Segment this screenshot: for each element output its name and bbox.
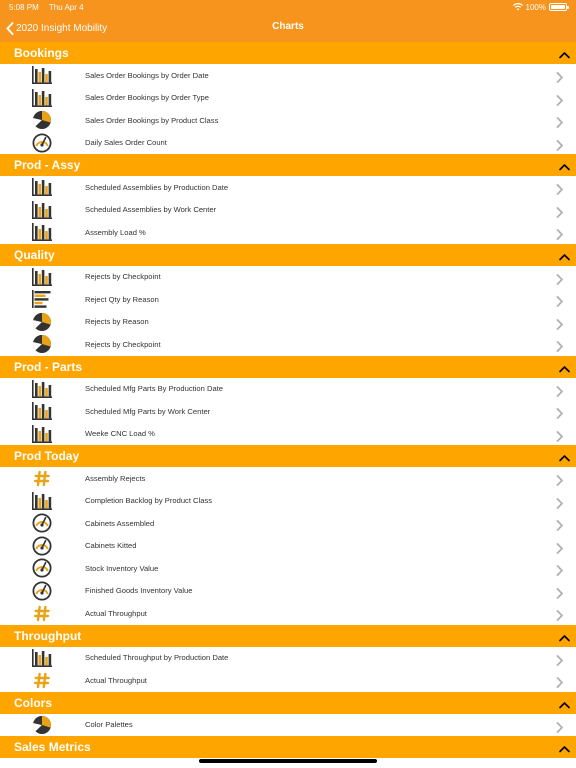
section-header-quality[interactable] <box>0 244 576 266</box>
bar-chart-icon <box>31 401 53 421</box>
list-item[interactable] <box>0 288 576 311</box>
chevron-right-icon <box>556 563 564 581</box>
list-item-label: Scheduled Assemblies by Production Date <box>85 182 229 192</box>
list-item[interactable] <box>0 400 576 423</box>
chevron-up-icon[interactable] <box>559 451 570 465</box>
pie-chart-icon <box>31 334 53 354</box>
list-item[interactable] <box>0 87 576 110</box>
list-item-label: Scheduled Mfg Parts by Work Center <box>85 406 211 416</box>
section-title: Prod Today <box>14 449 80 463</box>
list-item-label: Sales Order Bookings by Order Type <box>85 93 209 103</box>
list-item-label: Rejects by Checkpoint <box>85 339 161 349</box>
list-item[interactable] <box>0 266 576 289</box>
navigation-bar <box>0 14 576 42</box>
chevron-right-icon <box>556 227 564 245</box>
list-item-label: Scheduled Throughput by Production Date <box>85 653 229 663</box>
gauge-icon <box>31 581 53 601</box>
list-item[interactable] <box>0 333 576 356</box>
list-item[interactable] <box>0 64 576 87</box>
chevron-up-icon[interactable] <box>559 698 570 712</box>
bar-chart-icon <box>31 200 53 220</box>
pie-chart-icon <box>31 110 53 130</box>
gauge-icon <box>31 133 53 153</box>
section-title: Throughput <box>14 628 82 643</box>
list-item-label: Cabinets Kitted <box>85 541 137 551</box>
list-item-label: Sales Order Bookings by Order Date <box>85 70 209 80</box>
list-item[interactable] <box>0 176 576 199</box>
chevron-up-icon[interactable] <box>559 250 570 264</box>
list-item[interactable] <box>0 557 576 580</box>
section-title: Prod - Assy <box>14 158 81 172</box>
battery-icon <box>549 3 567 11</box>
list-item-label: Completion Backlog by Product Class <box>85 496 213 506</box>
gauge-icon <box>31 536 53 556</box>
bar-chart-icon <box>31 424 53 444</box>
hash-icon <box>31 468 53 488</box>
chevron-right-icon <box>556 70 564 88</box>
bar-chart-icon <box>31 65 53 85</box>
section-header-throughput[interactable] <box>0 625 576 647</box>
list-item[interactable] <box>0 132 576 155</box>
list-item[interactable] <box>0 512 576 535</box>
list-item-label: Rejects by Reason <box>85 317 149 327</box>
section-title: Colors <box>14 695 53 710</box>
chevron-right-icon <box>556 272 564 290</box>
chevron-up-icon[interactable] <box>559 48 570 62</box>
status-bar <box>0 0 576 14</box>
chart-list <box>0 42 576 768</box>
bar-chart-icon <box>31 222 53 242</box>
chevron-right-icon <box>556 406 564 424</box>
bar-chart-icon <box>31 491 53 511</box>
chevron-right-icon <box>556 675 564 693</box>
list-item-label: Sales Order Bookings by Product Class <box>85 115 219 125</box>
back-label: 2020 Insight Mobility <box>16 22 108 34</box>
bar-chart-icon <box>31 648 53 668</box>
list-item[interactable] <box>0 467 576 490</box>
section-title: Bookings <box>14 46 69 60</box>
chevron-right-icon <box>556 518 564 536</box>
list-item[interactable] <box>0 490 576 513</box>
list-item[interactable] <box>0 221 576 244</box>
chevron-right-icon <box>556 653 564 671</box>
list-item[interactable] <box>0 602 576 625</box>
bar-chart-icon <box>31 88 53 108</box>
list-item[interactable] <box>0 199 576 222</box>
pie-chart-icon <box>31 715 53 735</box>
section-header-colors[interactable] <box>0 692 576 714</box>
list-item[interactable] <box>0 109 576 132</box>
hash-icon <box>31 670 53 690</box>
chevron-right-icon <box>556 138 564 156</box>
list-item[interactable] <box>0 423 576 446</box>
list-item[interactable] <box>0 311 576 334</box>
chevron-up-icon[interactable] <box>559 160 570 174</box>
list-item-label: Rejects by Checkpoint <box>85 272 161 282</box>
status-date: Thu Apr 4 <box>48 2 84 12</box>
section-header-prod-parts[interactable] <box>0 356 576 378</box>
section-header-prod-assy[interactable] <box>0 154 576 176</box>
chevron-right-icon <box>556 317 564 335</box>
chevron-right-icon <box>556 384 564 402</box>
gauge-icon <box>31 513 53 533</box>
list-item[interactable] <box>0 580 576 603</box>
section-header-sales-metrics[interactable] <box>0 736 576 758</box>
chevron-right-icon <box>556 608 564 626</box>
list-item-label: Cabinets Assembled <box>85 518 155 528</box>
list-item[interactable] <box>0 378 576 401</box>
list-item-label: Scheduled Mfg Parts By Production Date <box>85 384 224 394</box>
chevron-right-icon <box>556 205 564 223</box>
bar-chart-icon <box>31 267 53 287</box>
section-title: Quality <box>14 247 55 262</box>
bar-chart-icon <box>31 177 53 197</box>
chevron-right-icon <box>556 93 564 111</box>
list-item-label: Actual Throughput <box>85 608 147 618</box>
chevron-right-icon <box>556 339 564 357</box>
section-title: Sales Metrics <box>14 740 91 754</box>
list-item-label: Assembly Load % <box>85 227 146 237</box>
chevron-right-icon <box>556 115 564 133</box>
bar-chart-icon <box>31 379 53 399</box>
home-indicator[interactable] <box>199 759 377 763</box>
page-title: Charts <box>272 21 304 32</box>
chevron-right-icon <box>556 182 564 200</box>
chevron-up-icon[interactable] <box>559 631 570 645</box>
list-item[interactable] <box>0 647 576 670</box>
chevron-right-icon <box>556 496 564 514</box>
chevron-right-icon <box>556 294 564 312</box>
section-header-bookings[interactable] <box>0 42 576 64</box>
chevron-right-icon <box>556 473 564 491</box>
list-item[interactable] <box>0 535 576 558</box>
chevron-up-icon[interactable] <box>559 742 570 756</box>
wifi-icon <box>513 3 523 11</box>
list-item-label: Stock Inventory Value <box>85 563 159 573</box>
list-item-label: Finished Goods Inventory Value <box>85 586 193 596</box>
chevron-right-icon <box>556 586 564 604</box>
list-item[interactable] <box>0 669 576 692</box>
section-title: Prod - Parts <box>14 359 83 374</box>
list-item-label: Color Palettes <box>85 720 133 730</box>
chevron-up-icon[interactable] <box>559 362 570 376</box>
status-right <box>513 3 567 12</box>
battery-percent: 100% <box>525 2 546 12</box>
chevron-right-icon <box>556 429 564 447</box>
list-item-label: Scheduled Assemblies by Work Center <box>85 205 217 215</box>
list-item-label: Actual Throughput <box>85 675 147 685</box>
hash-icon <box>31 603 53 623</box>
pie-chart-icon <box>31 312 53 332</box>
gauge-icon <box>31 558 53 578</box>
list-item-label: Assembly Rejects <box>85 473 146 483</box>
status-time: 5:08 PM <box>9 2 39 12</box>
horizontal-bar-chart-icon <box>31 289 53 309</box>
list-item-label: Reject Qty by Reason <box>85 294 159 304</box>
section-header-prod-today[interactable] <box>0 445 576 467</box>
status-left <box>9 3 92 12</box>
list-item-label: Daily Sales Order Count <box>85 138 167 148</box>
list-item[interactable] <box>0 714 576 737</box>
chevron-right-icon <box>556 720 564 738</box>
chevron-right-icon <box>556 541 564 559</box>
list-item-label: Weeke CNC Load % <box>85 429 155 439</box>
